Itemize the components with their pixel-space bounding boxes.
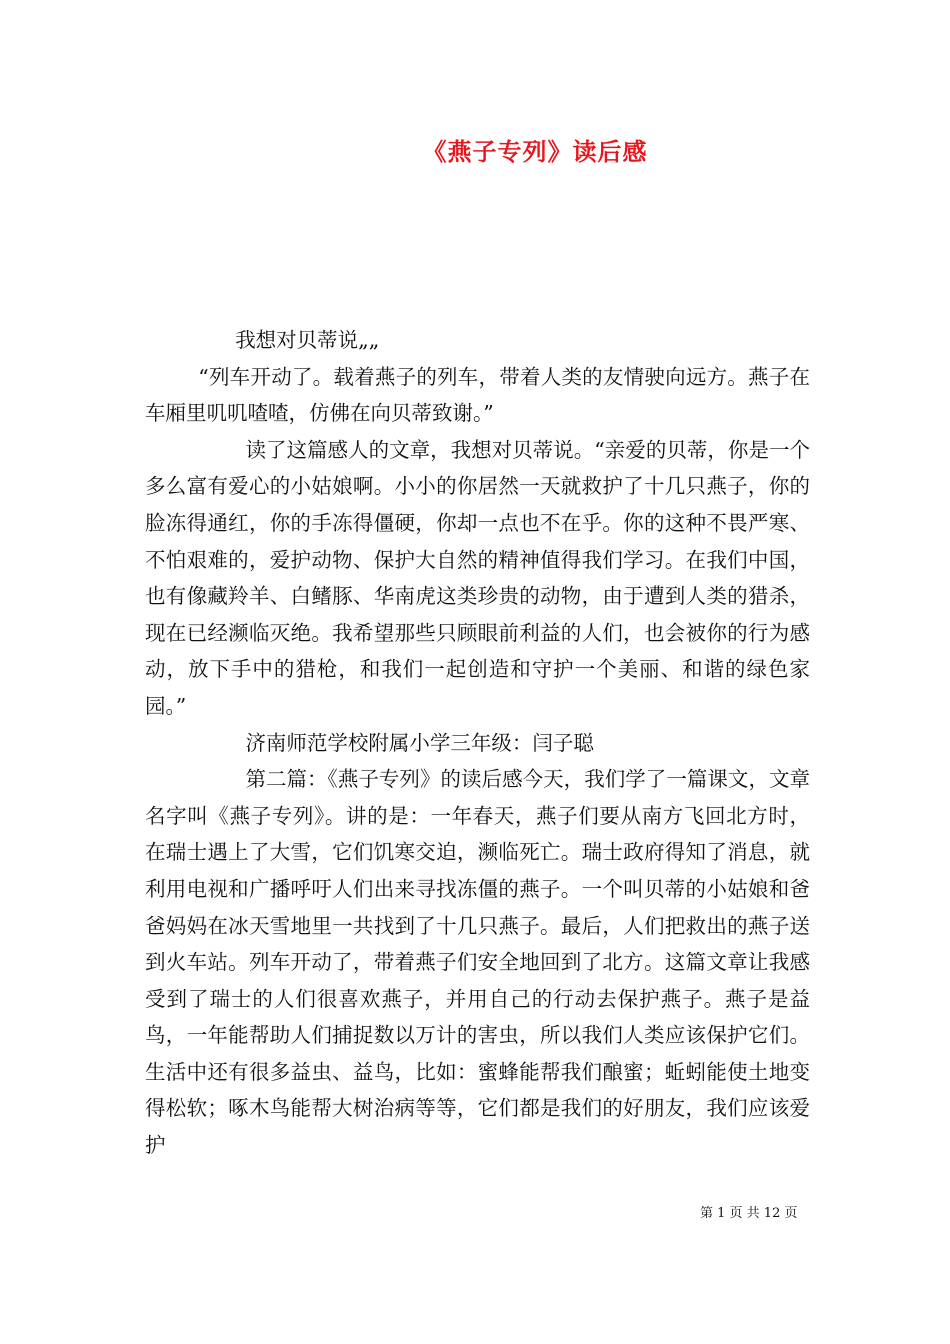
paragraph-letter: 读了这篇感人的文章，我想对贝蒂说。“亲爱的贝蒂，你是一个多么富有爱心的小姑娘啊。小小的你居然一天就救护了十几只燕子，你的脸冻得通红，你的手冻得僵硬，你却一点也不在乎。你的这种不畏严寒、不怕艰难的，爱护动物、保护大自然的精神值得我们学习。在我们中国，也有像藏羚羊、白鳍豚、华南虎这类珍贵的动物，由于遭到人类的猎杀，现在已经濒临灭绝。我希望那些只顾眼前利益的人们，也会被你的行为感动，放下手中的猎枪，和我们一起创造和守护一个美丽、和谐的绿色家园。” [145,437,810,718]
page-number-footer: 第 1 页 共 12 页 [700,1206,798,1221]
document-body [145,322,810,1164]
paragraph-second-essay: 第二篇：《燕子专列》的读后感今天，我们学了一篇课文，文章名字叫《燕子专列》。讲的是：一年春天，燕子们要从南方飞回北方时，在瑞士遇上了大雪，它们饥寒交迫，濒临死亡。瑞士政府得知了消息，就利用电视和广播呼吁人们出来寻找冻僵的燕子。一个叫贝蒂的小姑娘和爸爸妈妈在冰天雪地里一共找到了十几只燕子。最后，人们把救出的燕子送到火车站。列车开动了，带着燕子们安全地回到了北方。这篇文章让我感受到了瑞士的人们很喜欢燕子，并用自己的行动去保护燕子。燕子是益鸟，一年能帮助人们捕捉数以万计的害虫，所以我们人类应该保护它们。生活中还有很多益虫、益鸟，比如：蜜蜂能帮我们酿蜜；蚯蚓能使土地变得松软；啄木鸟能帮大树治病等等，它们都是我们的好朋友，我们应该爱护 [145,767,810,1158]
paragraph-greeting: 我想对贝蒂说„„ [235,328,380,352]
paragraph-author: 济南师范学校附属小学三年级：闫子聪 [245,730,594,755]
paragraph-quote: “列车开动了。载着燕子的列车，带着人类的友情驶向远方。燕子在车厢里叽叽喳喳，仿佛在向贝蒂致谢。” [145,364,810,426]
document-title: 《燕子专列》读后感 [422,137,648,166]
